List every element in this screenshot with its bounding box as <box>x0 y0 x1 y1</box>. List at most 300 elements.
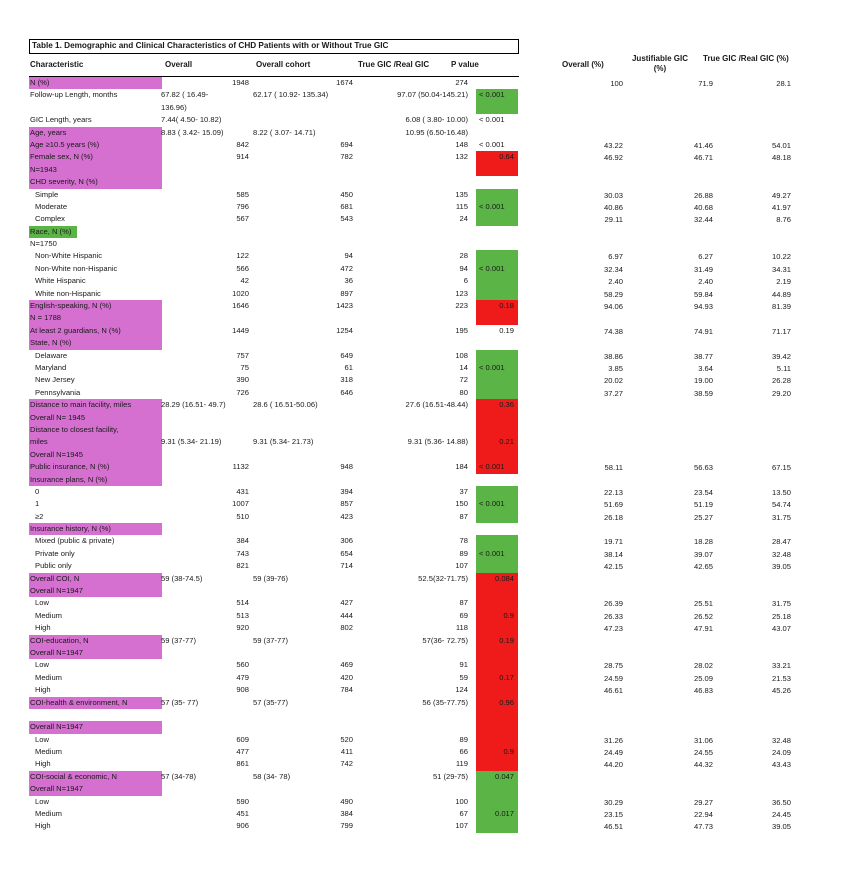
table-row <box>29 610 519 622</box>
pct-justifiable: 46.71 <box>693 153 713 163</box>
p-value-text: 0.084 <box>494 573 514 583</box>
percentage-row <box>548 313 796 325</box>
cell-true-gic: 27.6 (16.51-48.44) <box>405 400 468 410</box>
p-value-text: < 0.001 <box>479 201 505 211</box>
table-row <box>29 808 519 820</box>
table-row <box>29 573 519 585</box>
row-label: State, N (%) <box>29 337 162 349</box>
table-body <box>29 77 519 833</box>
pct-overall: 46.92 <box>603 153 623 163</box>
row-label: Low <box>35 796 49 806</box>
row-label: High <box>35 821 51 831</box>
cell-overall-cohort: 742 <box>340 759 353 769</box>
pct-true-gic: 54.74 <box>771 500 791 510</box>
percentage-row <box>548 140 796 152</box>
pct-overall: 22.13 <box>603 487 623 497</box>
percentage-row <box>548 128 796 140</box>
percentage-row <box>548 239 796 251</box>
cell-overall: 136.96) <box>161 102 187 112</box>
cell-overall: 796 <box>236 201 249 211</box>
table-row <box>29 300 519 312</box>
p-value-text: < 0.001 <box>479 462 505 472</box>
cell-overall: 908 <box>236 685 249 695</box>
cell-true-gic: 69 <box>459 610 468 620</box>
cell-overall: 431 <box>236 486 249 496</box>
cell-true-gic: 119 <box>455 759 468 769</box>
row-label: Follow-up Length, months <box>30 90 118 100</box>
cell-overall-cohort: 62.17 ( 10.92- 135.34) <box>253 90 329 100</box>
p-value-text: 0.21 <box>499 437 514 447</box>
cell-overall-cohort: 58 (34- 78) <box>253 771 291 781</box>
table-row <box>29 622 519 634</box>
table-row <box>29 796 519 808</box>
percentage-row <box>548 586 796 598</box>
cell-overall-cohort: 784 <box>340 685 353 695</box>
cell-true-gic: 9.31 (5.36- 14.88) <box>407 437 468 447</box>
pct-true-gic: 36.50 <box>771 797 791 807</box>
cell-overall: 57 (34-78) <box>161 771 197 781</box>
cell-overall-cohort: 61 <box>344 362 353 372</box>
pct-justifiable: 47.91 <box>693 624 713 634</box>
percentage-row <box>548 177 796 189</box>
pct-justifiable: 28.02 <box>693 661 713 671</box>
p-value-text: < 0.001 <box>479 263 505 273</box>
cell-true-gic: 118 <box>455 623 468 633</box>
table-row <box>29 560 519 572</box>
percentage-row <box>548 326 796 338</box>
table-row <box>29 585 519 597</box>
table-row <box>29 189 519 201</box>
pct-justifiable: 74.91 <box>693 326 713 336</box>
cell-true-gic: 148 <box>455 139 468 149</box>
table-row <box>29 474 519 486</box>
row-label: Non-White non-Hispanic <box>35 263 118 273</box>
percentage-row <box>548 710 796 722</box>
pct-justifiable: 23.54 <box>693 487 713 497</box>
cell-true-gic: 150 <box>455 499 468 509</box>
percentage-row <box>548 78 796 90</box>
table-row <box>29 263 519 275</box>
cell-overall-cohort: 490 <box>340 796 353 806</box>
pct-true-gic: 31.75 <box>771 512 791 522</box>
cell-overall: 609 <box>236 734 249 744</box>
pct-true-gic: 48.18 <box>771 153 791 163</box>
row-label: Complex <box>35 214 65 224</box>
table-row <box>29 697 519 709</box>
pct-true-gic: 71.17 <box>771 326 791 336</box>
table-row <box>29 486 519 498</box>
percentage-row <box>548 685 796 697</box>
cell-overall-cohort: 469 <box>340 660 353 670</box>
percentage-row <box>548 524 796 536</box>
cell-overall: 566 <box>236 263 249 273</box>
row-label: 1 <box>35 499 40 509</box>
p-value-text: < 0.001 <box>479 139 505 149</box>
percentage-row <box>548 165 796 177</box>
row-label: Overall N=1947 <box>29 783 162 795</box>
table-row <box>29 387 519 399</box>
pct-justifiable: 3.64 <box>698 363 713 373</box>
p-value-text: 0.017 <box>494 809 514 819</box>
pct-true-gic: 44.89 <box>771 289 791 299</box>
row-label: Public only <box>35 561 72 571</box>
pct-overall: 58.29 <box>603 289 623 299</box>
row-label: Overall N= 1945 <box>29 412 162 424</box>
pct-overall: 40.86 <box>603 202 623 212</box>
percentage-row <box>548 561 796 573</box>
pct-justifiable: 29.27 <box>693 797 713 807</box>
percentage-row <box>548 574 796 586</box>
pct-justifiable: 40.68 <box>693 202 713 212</box>
percentage-row <box>548 103 796 115</box>
row-label: N = 1788 <box>29 312 162 324</box>
pct-true-gic: 13.50 <box>771 487 791 497</box>
cell-overall-cohort: 520 <box>340 734 353 744</box>
p-value-text: < 0.001 <box>479 548 505 558</box>
pct-true-gic: 31.75 <box>771 599 791 609</box>
pct-overall: 29.11 <box>604 215 623 225</box>
cell-true-gic: 87 <box>459 511 468 521</box>
cell-overall: 451 <box>236 809 249 819</box>
pct-overall: 26.39 <box>603 599 623 609</box>
cell-overall-cohort: 444 <box>340 610 353 620</box>
pct-overall: 43.22 <box>603 140 623 150</box>
cell-overall-cohort: 646 <box>340 387 353 397</box>
row-label: N (%) <box>29 77 162 89</box>
cell-overall: 743 <box>236 548 249 558</box>
row-label: ≥2 <box>35 511 44 521</box>
p-value-text: < 0.001 <box>479 90 505 100</box>
pct-justifiable: 25.27 <box>693 512 713 522</box>
percentage-row <box>548 549 796 561</box>
percentage-row <box>548 772 796 784</box>
row-label: Overall N=1947 <box>29 585 162 597</box>
pct-justifiable: 38.59 <box>693 388 713 398</box>
pct-overall: 28.75 <box>603 661 623 671</box>
cell-overall-cohort: 897 <box>340 288 353 298</box>
pct-justifiable: 32.44 <box>693 215 713 225</box>
table-row <box>29 511 519 523</box>
cell-true-gic: 91 <box>459 660 468 670</box>
pct-true-gic: 49.27 <box>771 190 791 200</box>
pct-justifiable: 2.40 <box>698 277 713 287</box>
percentage-row <box>548 227 796 239</box>
cell-true-gic: 184 <box>455 462 468 472</box>
row-label: Public insurance, N (%) <box>29 461 162 473</box>
percentage-row <box>548 623 796 635</box>
table-row <box>29 350 519 362</box>
cell-overall: 1007 <box>232 499 249 509</box>
cell-true-gic: 80 <box>459 387 468 397</box>
percentage-row <box>548 797 796 809</box>
pct-overall: 30.29 <box>603 797 623 807</box>
header-true-gic-pct: True GIC /Real GIC (%) <box>703 54 789 63</box>
cell-overall-cohort: 8.22 ( 3.07- 14.71) <box>253 127 316 137</box>
cell-overall-cohort: 782 <box>340 152 353 162</box>
row-label: Age, years <box>29 127 162 139</box>
cell-overall: 59 (37-77) <box>161 635 197 645</box>
cell-overall-cohort: 694 <box>340 139 353 149</box>
percentage-row <box>548 338 796 350</box>
pct-overall: 100 <box>610 79 623 88</box>
cell-true-gic: 97.07 (50.04-145.21) <box>397 90 468 100</box>
row-label: Simple <box>35 189 59 199</box>
row-label: GIC Length, years <box>30 115 92 125</box>
cell-true-gic: 89 <box>459 734 468 744</box>
table-row <box>29 374 519 386</box>
table-row <box>29 176 519 188</box>
cell-true-gic: 87 <box>459 598 468 608</box>
row-label: At least 2 guardians, N (%) <box>29 325 162 337</box>
cell-overall-cohort: 59 (37-77) <box>253 635 289 645</box>
percentage-row <box>548 400 796 412</box>
cell-true-gic: 132 <box>455 152 468 162</box>
table-row <box>29 721 519 733</box>
cell-overall-cohort: 9.31 (5.34- 21.73) <box>253 437 314 447</box>
percentage-header <box>548 52 796 78</box>
cell-overall-cohort: 318 <box>340 375 353 385</box>
pct-justifiable: 59.84 <box>693 289 713 299</box>
table-row <box>29 102 519 114</box>
percentage-row <box>548 152 796 164</box>
pct-true-gic: 28.1 <box>776 79 791 88</box>
cell-true-gic: 10.95 (6.50-16.48) <box>405 127 468 137</box>
pct-true-gic: 33.21 <box>771 661 791 671</box>
table-row <box>29 461 519 473</box>
cell-overall: 513 <box>236 610 249 620</box>
pct-justifiable: 6.27 <box>698 252 713 262</box>
percentage-row <box>548 636 796 648</box>
row-label: COI-health & environment, N <box>29 697 162 709</box>
cell-overall-cohort: 857 <box>340 499 353 509</box>
table-row <box>29 77 519 89</box>
cell-true-gic: 108 <box>455 350 468 360</box>
p-value-text: 0.64 <box>499 152 514 162</box>
cell-overall-cohort: 472 <box>340 263 353 273</box>
pct-overall: 44.20 <box>603 760 623 770</box>
pct-justifiable: 47.73 <box>693 822 713 832</box>
cell-overall: 510 <box>236 511 249 521</box>
cell-overall-cohort: 802 <box>340 623 353 633</box>
row-label: Low <box>35 660 49 670</box>
pct-overall: 6.97 <box>608 252 623 262</box>
pct-overall: 46.61 <box>603 686 623 696</box>
cell-overall: 1020 <box>232 288 249 298</box>
row-label: Medium <box>35 809 63 819</box>
row-label: Overall N=1945 <box>29 449 162 461</box>
row-label: Age ≥10.5 years (%) <box>29 139 162 151</box>
row-label: 0 <box>35 486 40 496</box>
cell-overall-cohort: 649 <box>340 350 353 360</box>
table-row <box>29 226 519 238</box>
p-value-text: 0.9 <box>503 747 514 757</box>
pct-true-gic: 10.22 <box>771 252 791 262</box>
pct-overall: 26.18 <box>603 512 623 522</box>
percentage-row <box>548 648 796 660</box>
row-label: High <box>35 759 51 769</box>
cell-overall: 590 <box>236 796 249 806</box>
row-label: White Hispanic <box>35 276 86 286</box>
demographics-table <box>29 39 519 833</box>
row-label: Insurance plans, N (%) <box>29 474 162 486</box>
table-row <box>29 250 519 262</box>
table-row <box>29 89 519 101</box>
row-label: Race, N (%) <box>29 226 77 238</box>
row-label: Distance to main facility, miles <box>29 399 162 411</box>
row-label: Female sex, N (%) <box>29 151 162 163</box>
cell-overall: 42 <box>240 276 249 286</box>
cell-overall-cohort: 394 <box>340 486 353 496</box>
cell-true-gic: 123 <box>455 288 468 298</box>
cell-overall-cohort: 948 <box>340 462 353 472</box>
percentage-row <box>548 351 796 363</box>
percentage-row <box>548 450 796 462</box>
pct-true-gic: 5.11 <box>776 363 791 373</box>
table-row <box>29 709 519 721</box>
percentage-row <box>548 437 796 449</box>
percentage-row <box>548 722 796 734</box>
header-justifiable-gic: Justifiable GIC (%) <box>631 54 688 73</box>
table-row <box>29 498 519 510</box>
cell-true-gic: 94 <box>459 263 468 273</box>
pct-true-gic: 54.01 <box>771 140 791 150</box>
pct-overall: 24.59 <box>603 673 623 683</box>
row-label: COI-social & economic, N <box>29 771 162 783</box>
percentage-row <box>548 735 796 747</box>
pct-justifiable: 26.88 <box>693 190 713 200</box>
pct-justifiable: 46.83 <box>693 686 713 696</box>
p-value-text: 0.17 <box>499 672 514 682</box>
table-row <box>29 597 519 609</box>
pct-justifiable: 42.65 <box>693 562 713 572</box>
pct-overall: 46.51 <box>603 822 623 832</box>
cell-overall-cohort: 384 <box>340 809 353 819</box>
pct-justifiable: 31.49 <box>693 264 713 274</box>
row-label: Maryland <box>35 362 67 372</box>
pct-overall: 19.71 <box>603 537 623 547</box>
pct-overall: 3.85 <box>608 363 623 373</box>
row-label: Medium <box>35 610 63 620</box>
table-row <box>29 449 519 461</box>
cell-overall: 75 <box>240 362 249 372</box>
cell-true-gic: 115 <box>455 201 468 211</box>
cell-true-gic: 195 <box>455 325 468 335</box>
cell-true-gic: 52.5(32-71.75) <box>418 573 468 583</box>
percentage-row <box>548 598 796 610</box>
percentage-row <box>548 475 796 487</box>
p-value-text: 0.19 <box>499 325 514 335</box>
table-row <box>29 523 519 535</box>
cell-true-gic: 14 <box>459 362 468 372</box>
pct-true-gic: 25.18 <box>771 611 791 621</box>
percentage-row <box>548 673 796 685</box>
row-label: Non-White Hispanic <box>35 251 103 261</box>
cell-true-gic: 78 <box>459 536 468 546</box>
percentage-row <box>548 301 796 313</box>
table-row <box>29 820 519 832</box>
table-row <box>29 238 519 250</box>
row-label: Overall N=1947 <box>29 647 162 659</box>
pct-true-gic: 67.15 <box>771 463 791 473</box>
table-row <box>29 672 519 684</box>
table-row <box>29 436 519 448</box>
cell-overall: 1449 <box>232 325 249 335</box>
table-row <box>29 684 519 696</box>
percentage-row <box>548 90 796 102</box>
cell-overall-cohort: 714 <box>340 561 353 571</box>
cell-overall: 757 <box>236 350 249 360</box>
cell-overall-cohort: 423 <box>340 511 353 521</box>
row-label: Overall N=1947 <box>29 721 162 733</box>
table-header <box>29 53 519 77</box>
cell-overall: 920 <box>236 623 249 633</box>
cell-overall: 821 <box>236 561 249 571</box>
table-row <box>29 647 519 659</box>
table-row <box>29 213 519 225</box>
percentage-table <box>548 52 796 834</box>
cell-overall-cohort: 654 <box>340 548 353 558</box>
pct-true-gic: 21.53 <box>771 673 791 683</box>
row-label: Medium <box>35 672 63 682</box>
cell-overall: 567 <box>236 214 249 224</box>
percentage-row <box>548 388 796 400</box>
cell-true-gic: 24 <box>459 214 468 224</box>
percentage-row <box>548 611 796 623</box>
pct-overall: 74.38 <box>603 326 623 336</box>
cell-overall: 8.83 ( 3.42- 15.09) <box>161 127 224 137</box>
row-label: High <box>35 685 51 695</box>
pct-justifiable: 38.77 <box>693 351 713 361</box>
percentage-row <box>548 115 796 127</box>
cell-overall: 726 <box>236 387 249 397</box>
cell-overall: 67.82 ( 16.49- <box>161 90 209 100</box>
cell-overall: 7.44( 4.50- 10.82) <box>161 115 222 125</box>
pct-justifiable: 56.63 <box>693 463 713 473</box>
pct-justifiable: 19.00 <box>693 376 713 386</box>
pct-overall: 24.49 <box>603 748 623 758</box>
table-row <box>29 412 519 424</box>
pct-justifiable: 94.93 <box>693 302 713 312</box>
pct-justifiable: 41.46 <box>693 140 713 150</box>
pct-justifiable: 24.55 <box>693 748 713 758</box>
cell-true-gic: 100 <box>455 796 468 806</box>
cell-overall-cohort: 57 (35-77) <box>253 697 289 707</box>
table-row <box>29 275 519 287</box>
pct-overall: 2.40 <box>608 277 623 287</box>
row-label: CHD severity, N (%) <box>29 176 162 188</box>
pct-overall: 47.23 <box>603 624 623 634</box>
cell-overall-cohort: 94 <box>344 251 353 261</box>
table-row <box>29 659 519 671</box>
percentage-row <box>548 499 796 511</box>
row-label: Overall COI, N <box>29 573 162 585</box>
pct-justifiable: 18.28 <box>693 537 713 547</box>
pct-overall: 26.33 <box>603 611 623 621</box>
header-overall-pct: Overall (%) <box>562 60 604 69</box>
percentage-row <box>548 202 796 214</box>
row-label: Medium <box>35 747 63 757</box>
cell-overall: 384 <box>236 536 249 546</box>
cell-overall: 842 <box>236 139 249 149</box>
pct-true-gic: 43.43 <box>771 760 791 770</box>
header-overall: Overall <box>165 60 193 69</box>
percentage-row <box>548 536 796 548</box>
cell-overall-cohort: 427 <box>340 598 353 608</box>
row-label: N=1750 <box>30 239 57 249</box>
cell-true-gic: 56 (35-77.75) <box>422 697 468 707</box>
percentage-row <box>548 512 796 524</box>
cell-overall: 585 <box>236 189 249 199</box>
